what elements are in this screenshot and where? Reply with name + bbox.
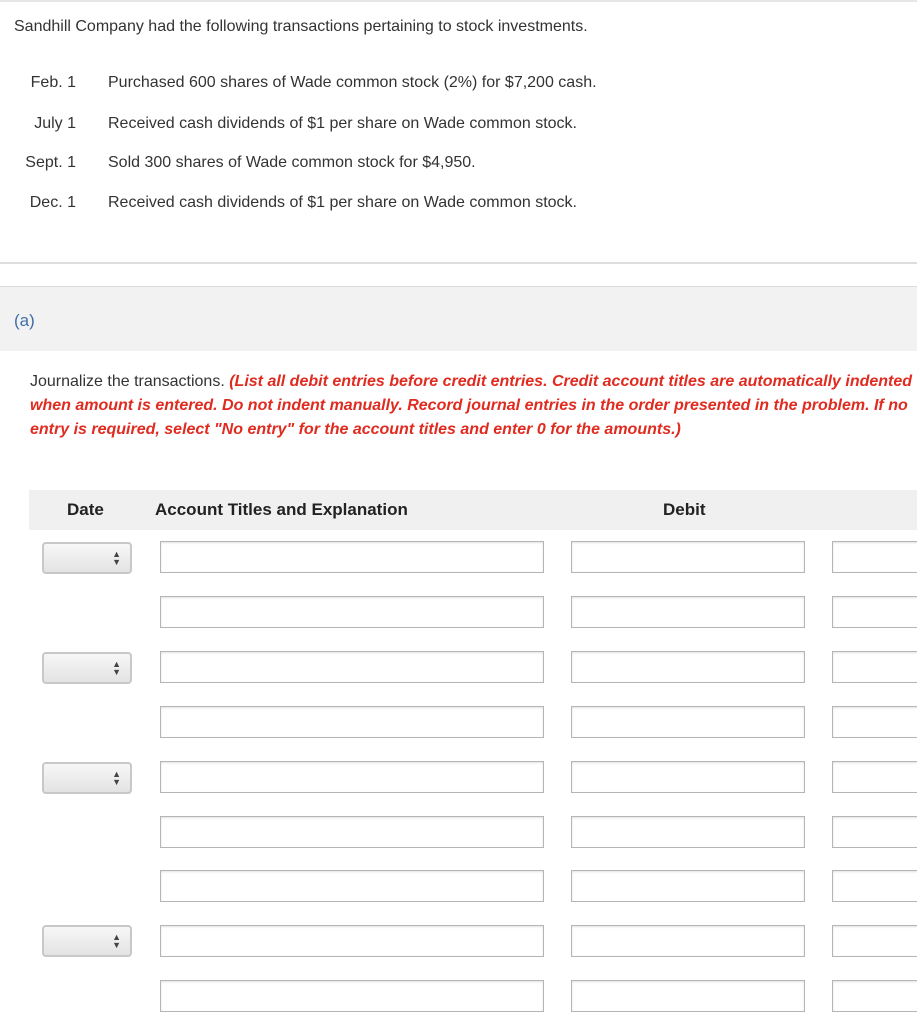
transaction-date: Sept. 1 [25,154,76,171]
debit-input[interactable] [571,870,805,902]
date-select[interactable] [42,542,132,574]
credit-input[interactable] [832,870,917,902]
account-title-input[interactable] [160,925,544,957]
debit-input[interactable] [571,925,805,957]
date-select[interactable] [42,762,132,794]
part-label: (a) [14,311,35,330]
transaction-description: Received cash dividends of $1 per share on Wade common stock. [108,194,577,211]
select-arrows-icon: ▲ ▼ [112,932,121,950]
account-title-input[interactable] [160,816,544,848]
top-divider [0,0,917,2]
debit-input[interactable] [571,541,805,573]
transaction-date: Feb. 1 [30,74,76,91]
part-header [0,286,917,351]
account-title-input[interactable] [160,980,544,1012]
problem-intro: Sandhill Company had the following transactions pertaining to stock investments. [14,18,588,35]
account-title-input[interactable] [160,761,544,793]
credit-input[interactable] [832,596,917,628]
credit-input[interactable] [832,980,917,1012]
section-divider [0,262,917,264]
transaction-date: July 1 [34,115,76,132]
date-select[interactable] [42,925,132,957]
credit-input[interactable] [832,761,917,793]
transaction-row [0,115,917,137]
transaction-description: Received cash dividends of $1 per share on Wade common stock. [108,115,577,132]
debit-input[interactable] [571,651,805,683]
debit-input[interactable] [571,706,805,738]
select-arrows-icon: ▲ ▼ [112,769,121,787]
debit-column-header: Debit [663,500,706,519]
account-title-input[interactable] [160,651,544,683]
instructions [30,370,915,442]
instruction-lead: Journalize the transactions. [30,373,230,390]
transaction-row [0,194,917,216]
debit-input[interactable] [571,596,805,628]
credit-input[interactable] [832,651,917,683]
account-title-input[interactable] [160,541,544,573]
select-arrows-icon: ▲ ▼ [112,659,121,677]
credit-input[interactable] [832,925,917,957]
debit-input[interactable] [571,980,805,1012]
account-column-header: Account Titles and Explanation [155,500,408,519]
journal-table-header [29,490,917,530]
debit-input[interactable] [571,816,805,848]
credit-input[interactable] [832,706,917,738]
account-title-input[interactable] [160,870,544,902]
debit-input[interactable] [571,761,805,793]
transaction-description: Sold 300 shares of Wade common stock for $4,950. [108,154,476,171]
account-title-input[interactable] [160,706,544,738]
account-title-input[interactable] [160,596,544,628]
select-arrows-icon: ▲ ▼ [112,549,121,567]
transaction-description: Purchased 600 shares of Wade common stock (2%) for $7,200 cash. [108,74,597,91]
credit-input[interactable] [832,816,917,848]
transaction-row [0,74,917,96]
transaction-row [0,154,917,176]
date-select[interactable] [42,652,132,684]
date-column-header: Date [67,500,104,519]
credit-input[interactable] [832,541,917,573]
transaction-date: Dec. 1 [29,194,76,211]
instruction-note: (List all debit entries before credit entries. Credit account titles are automatically indented when amount is entered. Do not indent manually. Record journal entries in the order presented in the problem. If no entry is required, select "No entry" for the account titles and enter 0 for the amounts.) [30,373,913,438]
